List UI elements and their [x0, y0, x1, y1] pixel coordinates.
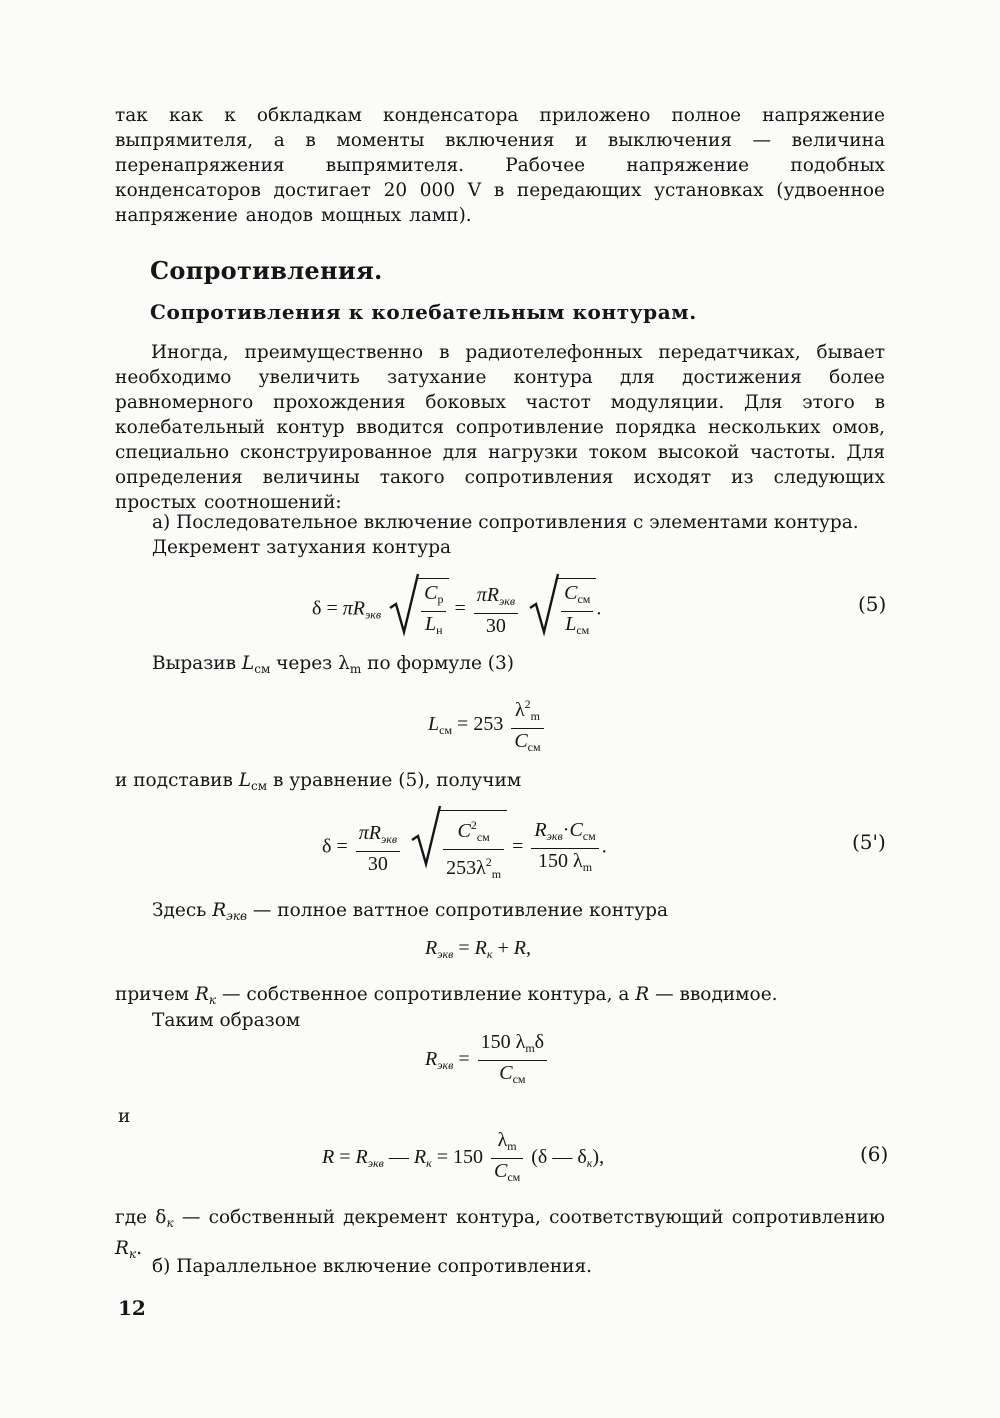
decrement-line: Декремент затухания контура — [152, 537, 452, 558]
body-paragraph: Иногда, преимущественно в радиотелефонных передатчиках, бывает необходимо увеличить затухание контура для достижения более равномерного прохождения боковых частот модуляции. Для этого в колебательный контур вводится сопротивление порядка нескольких омов, специально сконструированное для нагрузки током высокой частоты. Для определения величины такого сопротивления исходят из следующих простых соотношений: — [115, 342, 885, 513]
equation-6: $R = R_{экв}$ — $R_к = 150$ $\frac{\lambda_m}{C_{см}}$ (δ — $\delta_к$), — [322, 1129, 605, 1184]
final-paragraph: где $\delta_к$ — собственный декремент контура, соответствующий сопротивлению $R_к$. — [115, 1207, 885, 1261]
express-line: Выразив $L_{см}$ через $\lambda_m$ по формуле (3) — [152, 653, 515, 676]
thus-line: Таким образом — [152, 1010, 301, 1031]
and-word: и — [118, 1106, 131, 1127]
equation-rekv: $R_{экв} = R_к + R$, — [425, 937, 531, 961]
intro-paragraph: так как к обкладкам конденсатора приложено полное напряжение выпрямителя, а в моменты включения и выключения — величина перенапряжения выпрямителя. Рабочее напряжение подобных конденсаторов достигает 20 000 V в передающих установках (удвоенное напряжение анодов мощных ламп). — [115, 105, 885, 226]
equation-rekv-value: $R_{экв}$ = $\frac{150 \lambda_m\delta}{C_{см}}$ — [425, 1030, 550, 1091]
where-line: причем $R_к$ — собственное сопротивление контура, а R — вводимое. — [115, 984, 778, 1007]
equation-5-prime: δ = $\frac{\pi R_{экв}}{30}$ $\frac{C^2_{см}}{253\lambda^2_m}$ = $\frac{R_{экв}\cdot C_{см}}{150 \lambda_m}$ . — [322, 810, 607, 886]
item-a-line: а) Последовательное включение сопротивления с элементами контура. — [152, 512, 859, 533]
section-subtitle: Сопротивления к колебательным контурам. — [150, 300, 697, 324]
section-title: Сопротивления. — [150, 256, 383, 285]
item-b-line: б) Параллельное включение сопротивления. — [152, 1256, 593, 1277]
equation-6-number: (6) — [860, 1142, 889, 1166]
equation-lsm: $L_{см} = 253$ $\frac{\lambda^2_m}{C_{см}}$ — [428, 692, 547, 759]
substitution-line: и подставив $L_{см}$ в уравнение (5), получим — [115, 770, 522, 793]
here-line: Здесь $R_{экв}$ — полное ваттное сопротивление контура — [152, 900, 669, 923]
equation-5: $\delta = \pi R_{экв}$ $\frac{C_р}{L_н}$ = $\frac{\pi R_{экв}}{30}$ $\frac{C_{см}}{L_{см}}$ . — [312, 578, 601, 642]
equation-5-prime-number: (5') — [852, 830, 886, 854]
page-number: 12 — [118, 1296, 146, 1320]
equation-5-number: (5) — [858, 592, 887, 616]
